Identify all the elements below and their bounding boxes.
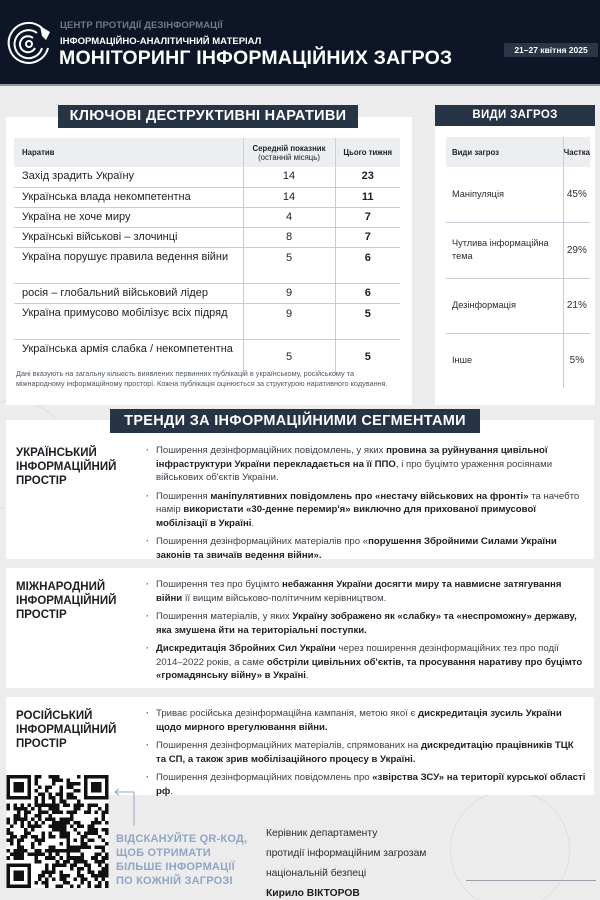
- narrative-average: 5: [243, 339, 335, 375]
- table-row: [14, 167, 400, 187]
- narrative-name: Українські військові – злочинці: [14, 227, 243, 247]
- narrative-name: Захід зрадить Україну: [14, 167, 243, 187]
- narrative-average: 5: [243, 247, 335, 283]
- threat-type: Маніпуляція: [446, 167, 563, 222]
- narrative-week: 5: [335, 339, 400, 375]
- signature-line: протидії інформаційним загрозам: [266, 848, 427, 859]
- qr-code[interactable]: [6, 775, 109, 888]
- trend-item: · Поширення дезінформаційних повідомлень про «звірства ЗСУ» на території курської області рф.: [146, 771, 586, 798]
- arrow-icon: [112, 788, 136, 826]
- header-share: Частка: [563, 137, 590, 167]
- signature-line: Керівник департаменту: [266, 828, 378, 839]
- narrative-average: 9: [243, 283, 335, 303]
- trend-item: · Поширення дезінформаційних повідомлень, у яких провина за руйнування цивільної інфраструктури України перекладається на її ППО, і про буцімто ураження росіянами військових об'єктів України.: [146, 444, 586, 485]
- header-threat-type: Види загроз: [446, 137, 563, 167]
- org-name: ЦЕНТР ПРОТИДІЇ ДЕЗІНФОРМАЦІЇ: [60, 20, 223, 31]
- segment-label: [16, 446, 116, 488]
- header-week: Цього тижня: [335, 138, 400, 167]
- date-badge: 21–27 квітня 2025: [504, 43, 598, 57]
- signature-block: [266, 824, 426, 900]
- threat-type: Дезінформація: [446, 278, 563, 333]
- segment-ukrainian: [6, 420, 594, 559]
- narrative-week: 11: [335, 187, 400, 207]
- header-average-label: Середній показник: [252, 143, 326, 153]
- table-row: [14, 187, 400, 207]
- segment-items: [146, 578, 586, 688]
- narrative-week: 23: [335, 167, 400, 187]
- narrative-name: Україна порушує правила ведення війни: [14, 247, 243, 283]
- narrative-name: Українська влада некомпетентна: [14, 187, 243, 207]
- signature-name: Кирило ВІКТОРОВ: [266, 888, 360, 899]
- narrative-average: 14: [243, 187, 335, 207]
- threats-table: [446, 137, 590, 388]
- narrative-week: 6: [335, 247, 400, 283]
- segment-label-line: ІНФОРМАЦІЙНИЙ: [16, 461, 117, 473]
- segment-label-line: ІНФОРМАЦІЙНИЙ: [16, 595, 117, 607]
- table-row: [446, 278, 590, 333]
- header-average-sub: (останній місяць): [258, 152, 320, 162]
- table-row: [14, 283, 400, 303]
- trends-title: ТРЕНДИ ЗА ІНФОРМАЦІЙНИМИ СЕГМЕНТАМИ: [110, 409, 480, 433]
- background-decoration: [450, 790, 570, 900]
- trend-item: · Дискредитація Збройних Сил України через поширення дезінформаційних тез про події 2014–2022 років, а саме обстріли цивільних об'єктів, та просування наративу про буцімто «громадянську війну» в Україні.: [146, 642, 586, 683]
- threat-type: Чутлива інформаційна тема: [446, 222, 563, 278]
- narrative-name: Україна примусово мобілізує всіх підряд: [14, 303, 243, 339]
- document-title: МОНІТОРИНГ ІНФОРМАЦІЙНИХ ЗАГРОЗ: [59, 47, 453, 69]
- segment-items: [146, 444, 586, 567]
- trend-item: · Поширення дезінформаційних матеріалів про «порушення Збройними Силами України законів та звичаїв ведення війни».: [146, 535, 586, 562]
- trend-item: · Поширення дезінформаційних матеріалів, спрямованих на дискредитацію працівників ТЦК та СП, а також зрив мобілізаційного процесу в Україні.: [146, 739, 586, 766]
- qr-caption-line: ВІДСКАНУЙТЕ QR-КОД,: [116, 833, 248, 845]
- segment-items: [146, 707, 586, 803]
- signature-line: національній безпеці: [266, 868, 367, 879]
- threat-share: 21%: [563, 278, 590, 333]
- segment-label: [16, 580, 116, 622]
- document-subtitle: ІНФОРМАЦІЙНО-АНАЛІТИЧНИЙ МАТЕРІАЛ: [60, 36, 262, 47]
- segment-label-line: УКРАЇНСЬКИЙ: [16, 447, 97, 459]
- qr-caption-line: ПО КОЖНІЙ ЗАГРОЗІ: [116, 875, 233, 887]
- logo-icon: [4, 18, 54, 68]
- header-narrative: Наратив: [14, 138, 243, 167]
- narratives-table: [14, 138, 400, 375]
- header-average: [243, 138, 335, 167]
- narratives-footnote: Дані вказують на загальну кількість виявлених первинних публікацій в українському, російському та міжнародному інформаційному просторі. Кожна публікація оцінюється за структурою наративного кодування.: [16, 369, 388, 388]
- trend-item: · Триває російська дезінформаційна кампанія, метою якої є дискредитація зусиль України щодо мирного врегулювання війни.: [146, 707, 586, 734]
- threat-share: 5%: [563, 333, 590, 388]
- narrative-average: 9: [243, 303, 335, 339]
- qr-caption-line: БІЛЬШЕ ІНФОРМАЦІЇ: [116, 861, 235, 873]
- segment-label-line: ПРОСТІР: [16, 475, 67, 487]
- narrative-name: Українська армія слабка / некомпетентна: [22, 342, 233, 355]
- narrative-week: 7: [335, 227, 400, 247]
- narratives-title: КЛЮЧОВІ ДЕСТРУКТИВНІ НАРАТИВИ: [58, 105, 358, 128]
- table-row: [446, 167, 590, 222]
- narrative-average: 8: [243, 227, 335, 247]
- narrative-average: 4: [243, 207, 335, 227]
- threat-type: Інше: [452, 355, 473, 366]
- narrative-name: Україна не хоче миру: [14, 207, 243, 227]
- signature-underline: [466, 880, 596, 881]
- threat-share: 29%: [563, 222, 590, 278]
- trend-item: · Поширення маніпулятивних повідомлень про «нестачу військових на фронті» та начебто намір використати «30-денне перемир'я» виключно для прихованої примусової мобілізації в Україні.: [146, 490, 586, 531]
- segment-label-line: ПРОСТІР: [16, 609, 67, 621]
- threats-title: ВИДИ ЗАГРОЗ: [435, 105, 595, 126]
- segment-label: [16, 709, 116, 751]
- header: [0, 0, 600, 86]
- trend-item: · Поширення матеріалів, у яких Україну зображено як «слабку» та «неспроможну» державу, яка змушена йти на територіальні поступки.: [146, 610, 586, 637]
- segment-label-line: МІЖНАРОДНИЙ: [16, 581, 106, 593]
- narrative-average: 14: [243, 167, 335, 187]
- qr-caption-line: ЩОБ ОТРИМАТИ: [116, 847, 211, 859]
- table-row: [14, 303, 400, 339]
- narrative-week: 7: [335, 207, 400, 227]
- segment-label-line: ПРОСТІР: [16, 738, 67, 750]
- threat-share: 45%: [563, 167, 590, 222]
- table-row: [446, 333, 590, 388]
- qr-caption: [116, 832, 247, 888]
- narrative-name: росія – глобальний військовий лідер: [14, 283, 243, 303]
- narrative-week: 5: [335, 303, 400, 339]
- narrative-week: 6: [335, 283, 400, 303]
- table-row: [14, 207, 400, 227]
- trend-item: · Поширення тез про буцімто небажання України досягти миру та навмисне затягування війни її вищим військово-політичним керівництвом.: [146, 578, 586, 605]
- table-row: [14, 227, 400, 247]
- table-row: [446, 222, 590, 278]
- segment-label-line: РОСІЙСЬКИЙ: [16, 710, 93, 722]
- segment-international: [6, 568, 594, 688]
- table-row: [14, 247, 400, 283]
- segment-label-line: ІНФОРМАЦІЙНИЙ: [16, 724, 117, 736]
